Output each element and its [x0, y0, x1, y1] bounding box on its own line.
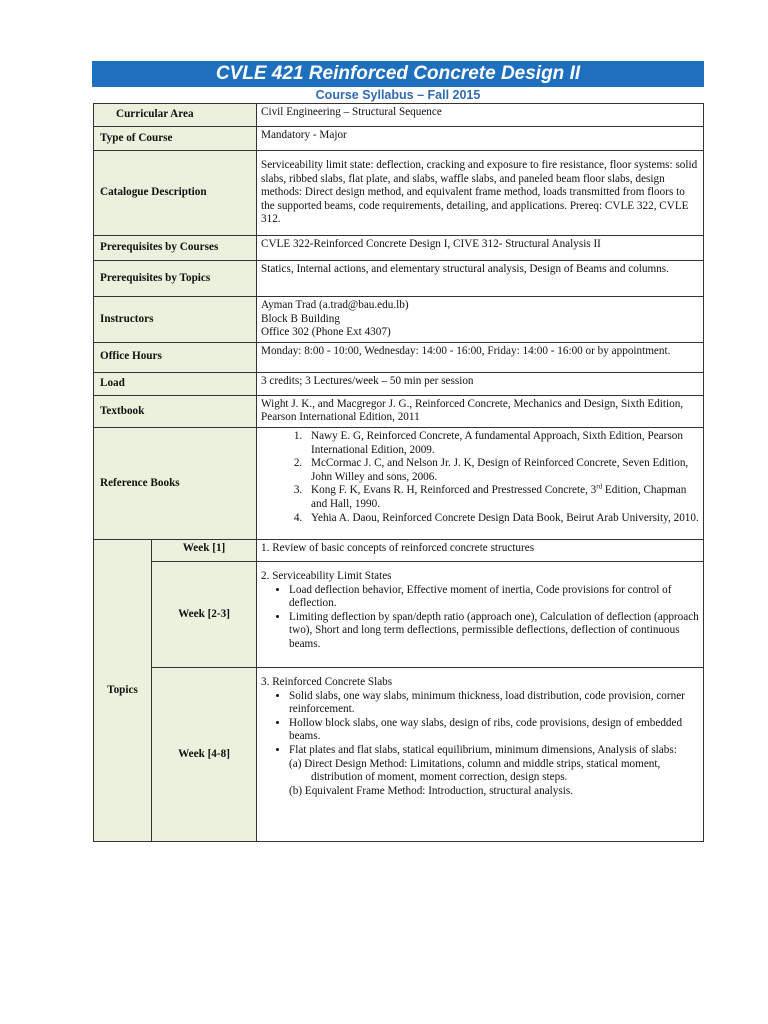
value-reference-books	[257, 427, 704, 539]
instructor-name-email: Ayman Trad (a.trad@bau.edu.lb)	[261, 299, 409, 311]
row-prereq-topics	[94, 261, 704, 297]
value-prereq-courses: CVLE 322-Reinforced Concrete Design I, CIVE 312- Structural Analysis II	[257, 236, 704, 261]
bullet-item: • Limiting deflection by span/depth ratio (approach one), Calculation of deflection (approach two), Short and long term deflections, permissible deflections, deflection of continuous beams.	[289, 611, 699, 652]
sub-item: (b) Equivalent Frame Method: Introduction, structural analysis.	[289, 784, 573, 797]
row-reference-books	[94, 427, 704, 539]
row-instructors	[94, 297, 704, 343]
reference-item	[305, 484, 699, 511]
week2-label: Week [2-3]	[152, 561, 257, 667]
row-topics-week1	[94, 539, 704, 561]
label-reference-books: Reference Books	[94, 427, 257, 539]
label-prereq-courses: Prerequisites by Courses	[94, 236, 257, 261]
ordinal-suffix: rd	[596, 482, 603, 491]
label-type-of-course: Type of Course	[94, 127, 257, 151]
label-prereq-topics: Prerequisites by Topics	[94, 261, 257, 297]
course-subtitle: Course Syllabus – Fall 2015	[315, 88, 481, 102]
value-type-of-course: Mandatory - Major	[257, 127, 704, 151]
bullet-item: • Load deflection behavior, Effective moment of inertia, Code provisions for control of deflection.	[289, 584, 699, 611]
reference-item: 1. Nawy E. G, Reinforced Concrete, A fundamental Approach, Sixth Edition, Pearson International Edition, 2009.	[305, 430, 699, 457]
week4-label: Week [4-8]	[152, 667, 257, 841]
label-catalogue-description: Catalogue Description	[94, 151, 257, 236]
row-topics-week4	[94, 667, 704, 841]
week4-heading: 3. Reinforced Concrete Slabs	[261, 675, 393, 688]
value-instructors	[257, 297, 704, 343]
week1-text: 1. Review of basic concepts of reinforced concrete structures	[257, 539, 704, 561]
reference-list	[261, 430, 699, 525]
label-textbook: Textbook	[94, 395, 257, 427]
row-textbook	[94, 395, 704, 427]
value-textbook: Wight J. K., and Macgregor J. G., Reinforced Concrete, Mechanics and Design, Sixth Edition, Pearson International Edition, 2011	[257, 395, 704, 427]
reference-text: Kong F. K, Evans R. H, Reinforced and Prestressed Concrete, 3	[311, 484, 597, 497]
sub-item: (a) Direct Design Method: Limitations, column and middle strips, statical moment, distribution of moment, moment correction, design steps.	[289, 757, 661, 784]
bullet-item: • Hollow block slabs, one way slabs, design of ribs, code provisions, design of embedded beams.	[289, 717, 699, 744]
row-type-of-course	[94, 127, 704, 151]
value-curricular-area: Civil Engineering – Structural Sequence	[257, 104, 704, 127]
week2-bullet-list	[261, 584, 699, 652]
bullet-item: • Flat plates and flat slabs, statical equilibrium, minimum dimensions, Analysis of slabs:	[289, 744, 699, 758]
reference-item: 4. Yehia A. Daou, Reinforced Concrete Design Data Book, Beirut Arab University, 2010.	[305, 512, 699, 526]
value-prereq-topics: Statics, Internal actions, and elementary structural analysis, Design of Beams and columns.	[257, 261, 704, 297]
label-office-hours: Office Hours	[94, 342, 257, 372]
row-office-hours	[94, 342, 704, 372]
syllabus-table	[93, 103, 704, 842]
week4-content	[257, 667, 704, 841]
row-load	[94, 372, 704, 395]
reference-text-tail: Edition, Chapman and Hall, 1990.	[311, 484, 687, 510]
value-catalogue-description: Serviceability limit state: deflection, cracking and exposure to fire resistance, floor systems: solid slabs, ribbed slabs, flat plate, and slabs, waffle slabs, and paneled beam floor slabs, design methods: Direct design method, and equivalent frame method, loads transmitted from floors to the supported beams, code requirements, detailing, and applications. Prereq: CVLE 322, CVLE 312.	[257, 151, 704, 236]
row-prereq-courses	[94, 236, 704, 261]
reference-item: 2. McCormac J. C, and Nelson Jr. J. K, Design of Reinforced Concrete, Seven Edition, John Willey and sons, 2006.	[305, 457, 699, 484]
row-curricular-area	[94, 104, 704, 127]
value-office-hours: Monday: 8:00 - 10:00, Wednesday: 14:00 - 16:00, Friday: 14:00 - 16:00 or by appointment.	[257, 342, 704, 372]
week4-sub-list	[261, 758, 699, 799]
bullet-item: • Solid slabs, one way slabs, minimum thickness, load distribution, code provision, corner reinforcement.	[289, 690, 699, 717]
course-title-banner: CVLE 421 Reinforced Concrete Design II	[92, 61, 704, 87]
row-topics-week2	[94, 561, 704, 667]
week4-bullet-list	[261, 690, 699, 758]
value-load: 3 credits; 3 Lectures/week – 50 min per session	[257, 372, 704, 395]
week2-heading: 2. Serviceability Limit States	[261, 569, 392, 582]
week1-label: Week [1]	[152, 539, 257, 561]
row-catalogue-description	[94, 151, 704, 236]
instructor-office: Office 302 (Phone Ext 4307)	[261, 326, 391, 339]
instructor-building: Block B Building	[261, 312, 340, 325]
week2-content	[257, 561, 704, 667]
label-load: Load	[94, 372, 257, 395]
label-instructors: Instructors	[94, 297, 257, 343]
label-curricular-area: Curricular Area	[94, 104, 257, 127]
label-topics: Topics	[94, 539, 152, 841]
